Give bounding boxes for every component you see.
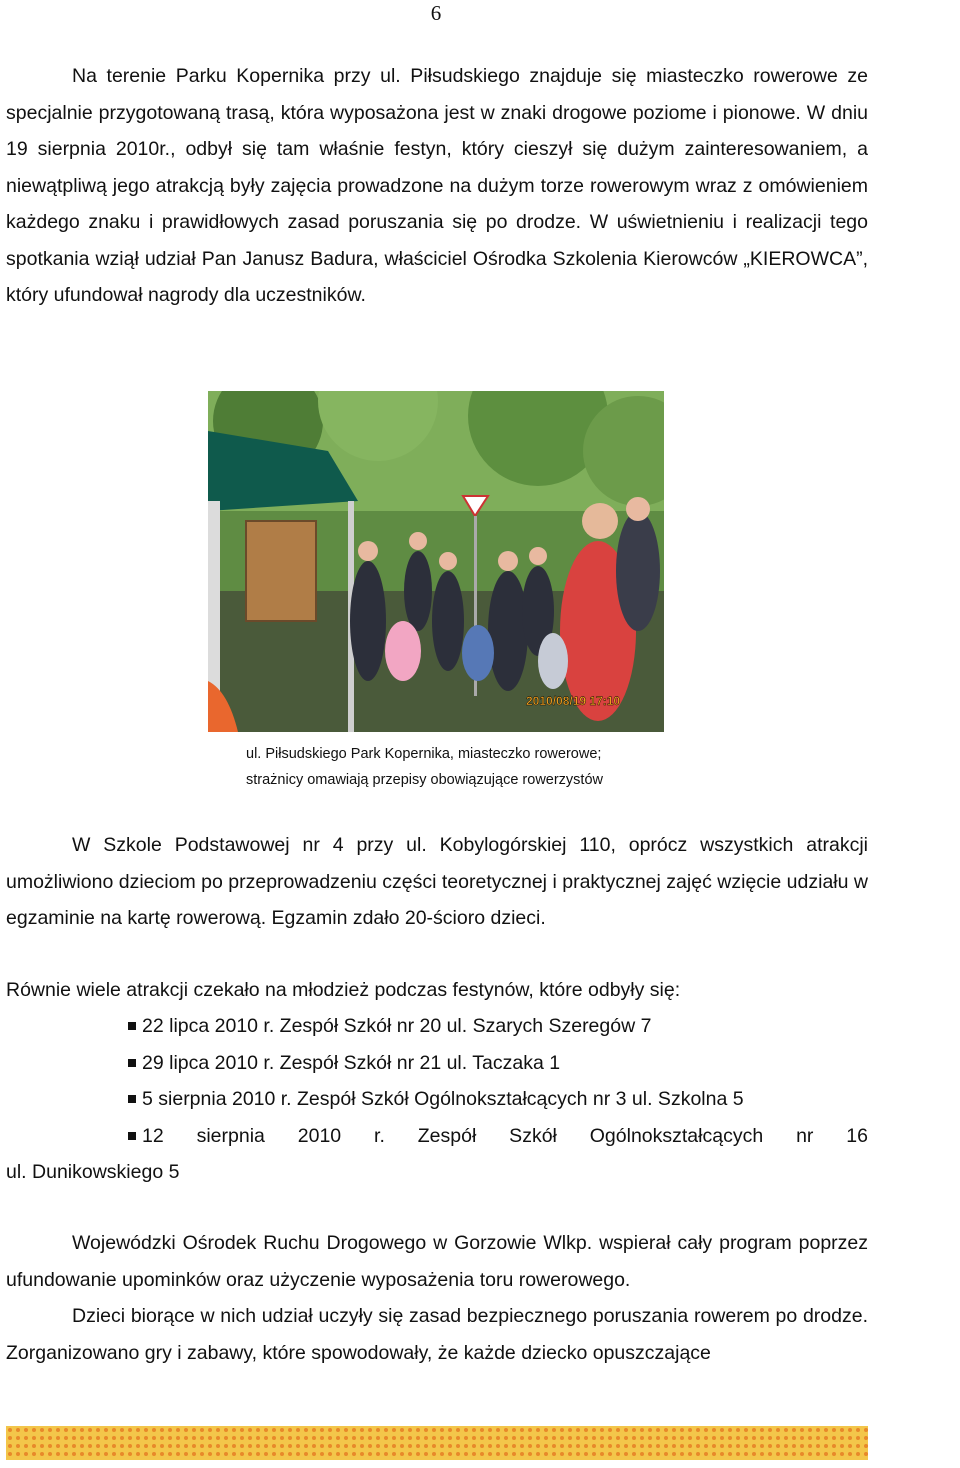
photo-timestamp: 2010/08/19 17:10 bbox=[526, 694, 621, 708]
bullet-square-icon bbox=[128, 1022, 136, 1030]
paragraph-children-learned-text: Dzieci biorące w nich udział uczyły się zasad bezpiecznego poruszania rowerem po drodze. Zorganizowano gry i zabawy, które spowodowały, że każde dziecko opuszczające bbox=[6, 1305, 868, 1364]
festival-list bbox=[6, 1008, 868, 1191]
paragraph-wordd-support bbox=[6, 1225, 868, 1298]
festival-photo bbox=[208, 391, 664, 732]
page-number: 6 bbox=[430, 1, 442, 25]
photo-caption-line-2: strażnicy omawiają przepisy obowiązujące rowerzystów bbox=[246, 772, 603, 788]
paragraph-park-festival bbox=[6, 58, 868, 314]
bullet-square-icon bbox=[128, 1095, 136, 1103]
list-item: 12 sierpnia 2010 r. Zespół Szkół Ogólnokształcących nr 16 ul. Dunikowskiego 5 bbox=[6, 1124, 868, 1183]
paragraph-wordd-support-text: Wojewódzki Ośrodek Ruchu Drogowego w Gorzowie Wlkp. wspierał cały program poprzez ufundowanie upominków oraz użyczenie wyposażenia toru rowerowego. bbox=[6, 1232, 868, 1291]
paragraph-children-learned bbox=[6, 1298, 868, 1371]
footer-decorative-bar bbox=[6, 1426, 868, 1460]
paragraph-park-festival-text: Na terenie Parku Kopernika przy ul. Piłsudskiego znajduje się miasteczko rowerowe ze specjalnie przygotowaną trasą, która wyposażona jest w znaki drogowe poziome i pionowe. W dniu 19 sierpnia 2010r., odbył się tam właśnie festyn, który cieszył się dużym zainteresowaniem, a niewątpliwą jego atrakcją były zajęcia prowadzone na dużym torze rowerowym wraz z omówieniem każdego znaku i prawidłowych zasad poruszania się po drodze. W uświetnieniu i realizacji tego spotkania wziął udział Pan Janusz Badura, właściciel Ośrodka Szkolenia Kierowców „KIEROWCA”, który ufundował nagrody dla uczestników. bbox=[6, 65, 868, 306]
list-item: 22 lipca 2010 r. Zespół Szkół nr 20 ul. Szarych Szeregów 7 bbox=[6, 1008, 868, 1045]
paragraph-school-exam bbox=[6, 827, 868, 937]
paragraph-festivals-intro: Równie wiele atrakcji czekało na młodzież podczas festynów, które odbyły się: bbox=[6, 979, 681, 1001]
list-item: 5 sierpnia 2010 r. Zespół Szkół Ogólnokształcących nr 3 ul. Szkolna 5 bbox=[6, 1081, 868, 1118]
list-item: 29 lipca 2010 r. Zespół Szkół nr 21 ul. Taczaka 1 bbox=[6, 1045, 868, 1082]
bullet-square-icon bbox=[128, 1059, 136, 1067]
paragraph-school-exam-text: W Szkole Podstawowej nr 4 przy ul. Kobylogórskiej 110, oprócz wszystkich atrakcji umożliwiono dzieciom po przeprowadzeniu części teoretycznej i praktycznej zajęć wzięcie udziału w egzaminie na kartę rowerową. Egzamin zdało 20-ścioro dzieci. bbox=[6, 834, 868, 929]
photo-caption-line-1: ul. Piłsudskiego Park Kopernika, miasteczko rowerowe; bbox=[246, 746, 602, 762]
bullet-square-icon bbox=[128, 1132, 136, 1140]
